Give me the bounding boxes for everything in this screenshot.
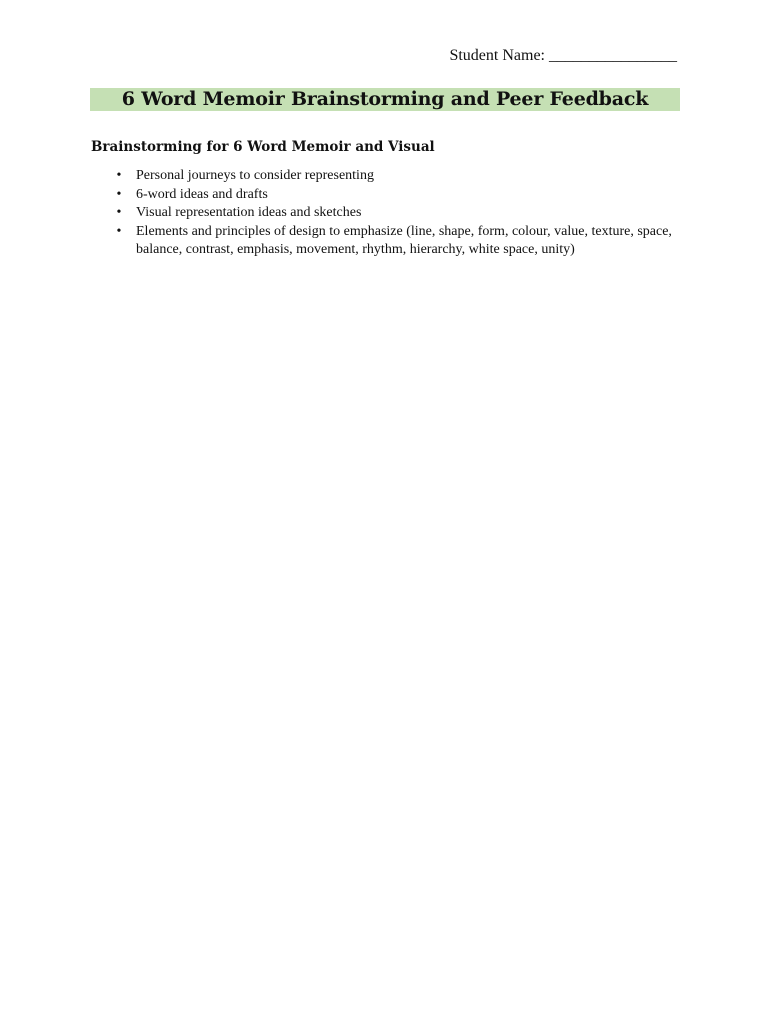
list-item-text: Elements and principles of design to emphasize (line, shape, form, colour, value, texture, space, balance, contrast, emphasis, movement, rhythm, hierarchy, white space, unity) <box>136 223 672 257</box>
section-heading: Brainstorming for 6 Word Memoir and Visual <box>91 139 435 155</box>
list-item-text: Visual representation ideas and sketches <box>136 205 362 220</box>
list-item-text: Personal journeys to consider representing <box>136 168 374 183</box>
bullet-icon: • <box>116 205 122 220</box>
title-band <box>90 88 680 111</box>
page-title: 6 Word Memoir Brainstorming and Peer Feedback <box>121 88 649 110</box>
bullet-icon: • <box>116 186 122 202</box>
bullet-icon: • <box>116 168 122 183</box>
list-item <box>116 204 681 223</box>
list-item <box>116 223 681 260</box>
list-item <box>116 186 681 205</box>
bullet-icon: • <box>116 223 122 239</box>
brainstorm-list <box>116 167 681 260</box>
student-name-label: Student Name: ________________ <box>449 47 677 64</box>
list-item <box>116 167 681 186</box>
list-item-text: 6-word ideas and drafts <box>136 186 268 202</box>
